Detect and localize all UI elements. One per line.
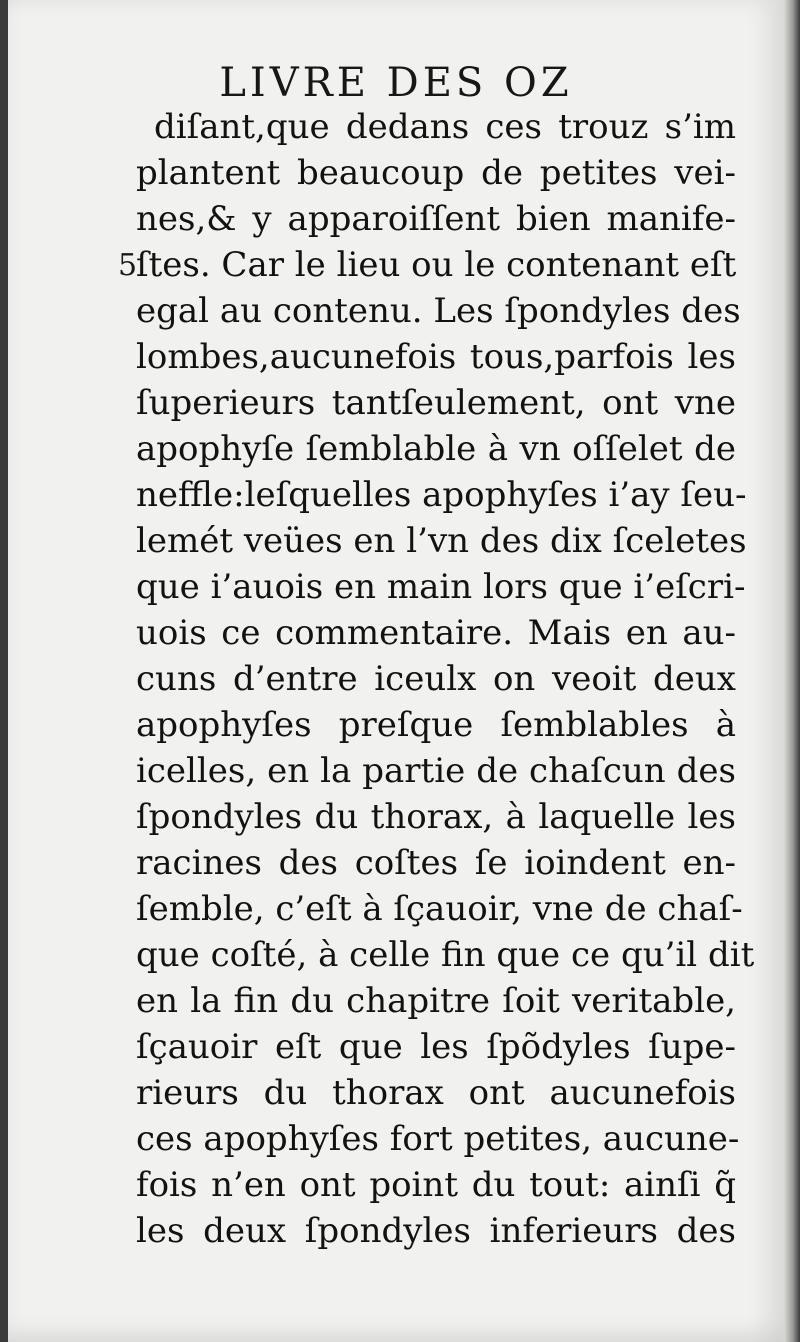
text-line: neffle:leſquelles apophyſes i’ay ſeu- xyxy=(136,475,747,515)
text-line: lombes,aucunefois tous,parfois les xyxy=(136,337,736,377)
text-line: fois n’en ont point du tout: ainſi q̃ xyxy=(136,1165,736,1205)
margin-note-number: 5 xyxy=(118,248,138,283)
text-line: ſtes. Car le lieu ou le contenant eſt xyxy=(136,245,737,285)
text-line: que i’auois en main lors que i’eſcri- xyxy=(136,567,746,607)
text-line: apophyſes preſque ſemblables à xyxy=(136,705,736,745)
book-page xyxy=(8,0,784,1342)
body-text xyxy=(136,104,755,1254)
text-line: en la fin du chapitre ſoit veritable, xyxy=(136,981,736,1021)
text-line: lemét veües en l’vn des dix ſceletes xyxy=(136,521,747,561)
text-line: plantent beaucoup de petites vei- xyxy=(136,153,736,193)
text-line: que coſté, à celle fin que ce qu’il dit xyxy=(136,935,755,975)
text-line: nes,& y apparoiſſent bien manife- xyxy=(136,199,736,239)
text-line: ſpondyles du thorax, à laquelle les xyxy=(136,797,736,837)
text-line: ſçauoir eſt que les ſpõdyles ſupe- xyxy=(136,1027,736,1067)
text-line: uois ce commentaire. Mais en au- xyxy=(136,613,736,653)
text-line: racines des coſtes ſe ioindent en- xyxy=(136,843,736,883)
page-edge-shadow xyxy=(784,0,800,1342)
text-line: diſant,que dedans ces trouz s’im xyxy=(154,107,736,147)
text-line: egal au contenu. Les ſpondyles des xyxy=(136,291,741,331)
text-line: ſuperieurs tantſeulement, ont vne xyxy=(136,383,736,423)
text-line: ſemble, c’eſt à ſçauoir, vne de chaſ- xyxy=(136,889,743,929)
text-line: icelles, en la partie de chaſcun des xyxy=(136,751,736,791)
text-line: les deux ſpondyles inferieurs des xyxy=(136,1211,736,1251)
running-head: LIVRE DES OZ xyxy=(219,60,573,106)
text-line: apophyſe ſemblable à vn oſſelet de xyxy=(136,429,736,469)
text-line: ces apophyſes fort petites, aucune- xyxy=(136,1119,740,1159)
text-line: cuns d’entre iceulx on veoit deux xyxy=(136,659,736,699)
text-line: rieurs du thorax ont aucunefois xyxy=(136,1073,736,1113)
